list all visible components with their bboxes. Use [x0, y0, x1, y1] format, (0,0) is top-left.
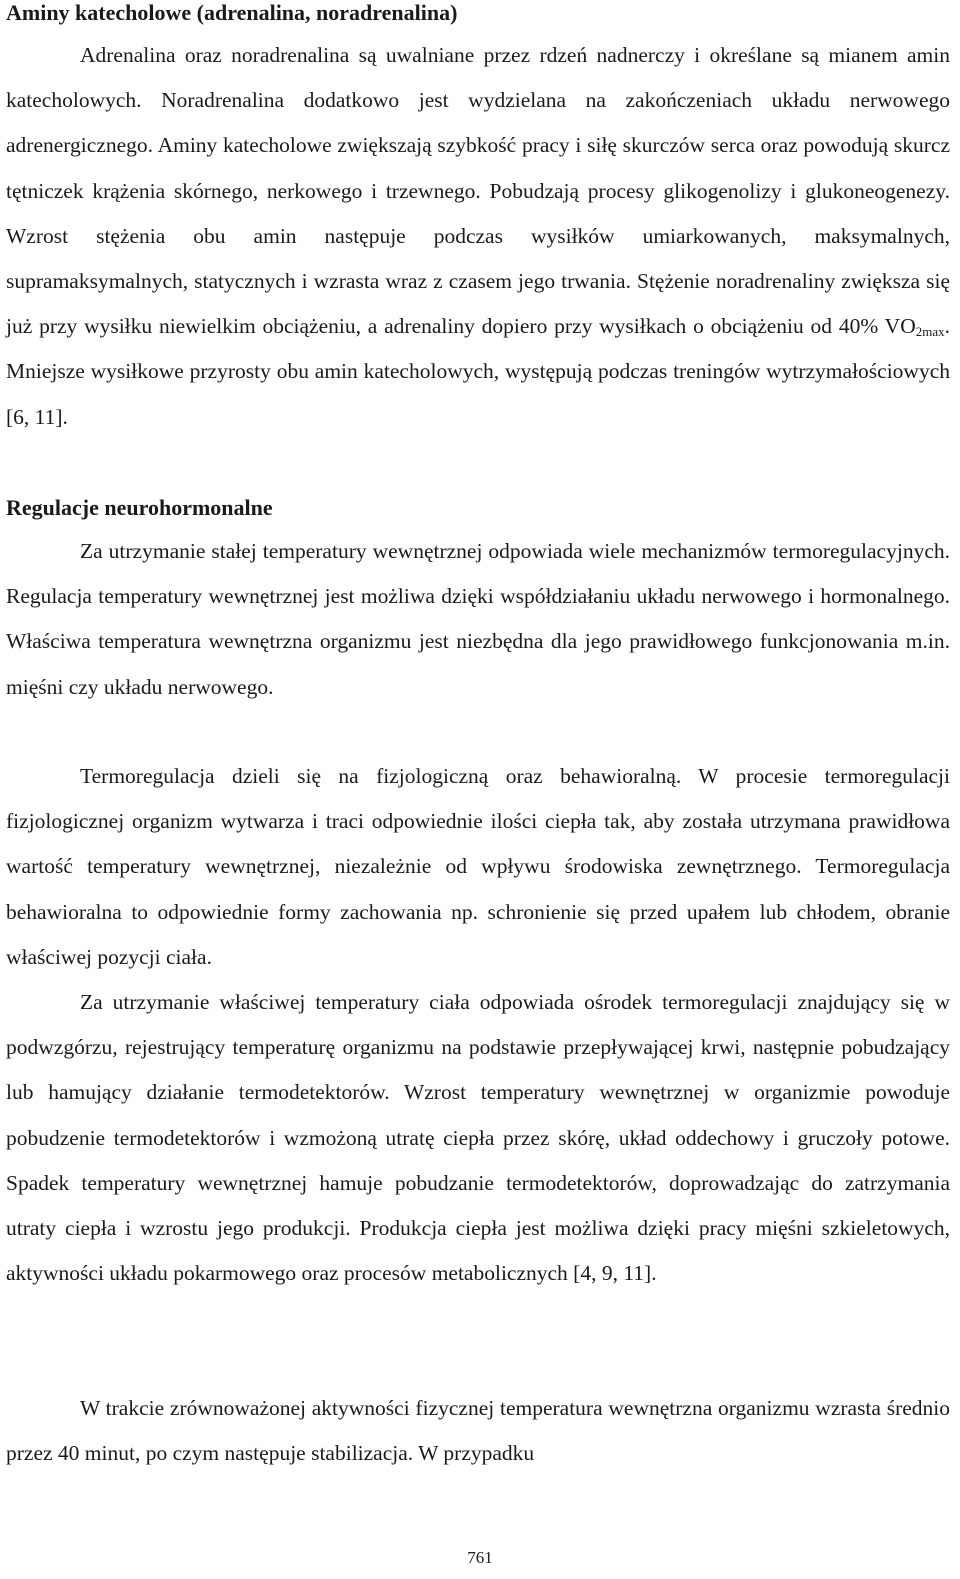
paragraph-text: Adrenalina oraz noradrenalina są uwalniane przez rdzeń nadnerczy i określane są mianem amin katecholowych. Noradrenalina dodatkowo jest wydzielana na zakończeniach układu nerwowego adrenergicznego. Aminy katecholowe zwiększają szybkość pracy i siłę skurczów serca oraz powodują skurcz tętniczek krążenia skórnego, nerkowego i trzewnego. Pobudzają procesy glikogenolizy i glukoneogenezy. Wzrost stężenia obu amin następuje podczas wysiłków umiarkowanych, maksymalnych, supramaksymalnych, statycznych i wzrasta wraz z czasem jego trwania. Stężenie noradrenaliny zwiększa się już przy wysiłku niewielkim obciążeniu, a adrenaliny dopiero przy wysiłkach o obciążeniu od 40% VO [6, 43, 950, 339]
section-heading-neurohormonal: Regulacje neurohormonalne [6, 495, 273, 520]
paragraph-thermoregulation-intro: Za utrzymanie stałej temperatury wewnętrznej odpowiada wiele mechanizmów termoregulacyjnych. Regulacja temperatury wewnętrznej jest możliwa dzięki współdziałaniu układu nerwowego i hormonalnego. Właściwa temperatura wewnętrzna organizmu jest niezbędna dla jego prawidłowego funkcjonowania m.in. mięśni czy układu nerwowego. [6, 539, 950, 699]
paragraph-catecholamines [6, 33, 950, 440]
paragraph-thermoregulation-center: Za utrzymanie właściwej temperatury ciała odpowiada ośrodek termoregulacji znajdujący się w podwzgórzu, rejestrujący temperaturę organizmu na podstawie przepływającej krwi, następnie pobudzający lub hamujący działanie termodetektorów. Wzrost temperatury wewnętrznej w organizmie powoduje pobudzenie termodetektorów i wzmożoną utratę ciepła przez skórę, układ oddechowy i gruczoły potowe. Spadek temperatury wewnętrznej hamuje pobudzanie termodetektorów, doprowadzając do zatrzymania utraty ciepła i wzrostu jego produkcji. Produkcja ciepła jest możliwa dzięki pracy mięśni szkieletowych, aktywności układu pokarmowego oraz procesów metabolicznych [4, 9, 11]. [6, 990, 950, 1286]
paragraph-thermoregulation-types: Termoregulacja dzieli się na fizjologiczną oraz behawioralną. W procesie termoregulacji fizjologicznej organizm wytwarza i traci odpowiednie ilości ciepła tak, aby została utrzymana prawidłowa wartość temperatury wewnętrznej, niezależnie od wpływu środowiska zewnętrznego. Termoregulacja behawioralna to odpowiednie formy zachowania np. schronienie się przed upałem lub chłodem, obranie właściwej pozycji ciała. [6, 764, 950, 969]
section-heading-catecholamines: Aminy katecholowe (adrenalina, noradrenalina) [6, 0, 458, 25]
page-number: 761 [467, 1548, 493, 1567]
paragraph-physical-activity: W trakcie zrównoważonej aktywności fizycznej temperatura wewnętrzna organizmu wzrasta średnio przez 40 minut, po czym następuje stabilizacja. W przypadku [6, 1396, 950, 1466]
subscript-2max: 2max [915, 324, 945, 340]
paragraph-text-continued: . Mniejsze wysiłkowe przyrosty obu amin katecholowych, występują podczas treningów wytrzymałościowych [6, 11]. [6, 314, 950, 429]
